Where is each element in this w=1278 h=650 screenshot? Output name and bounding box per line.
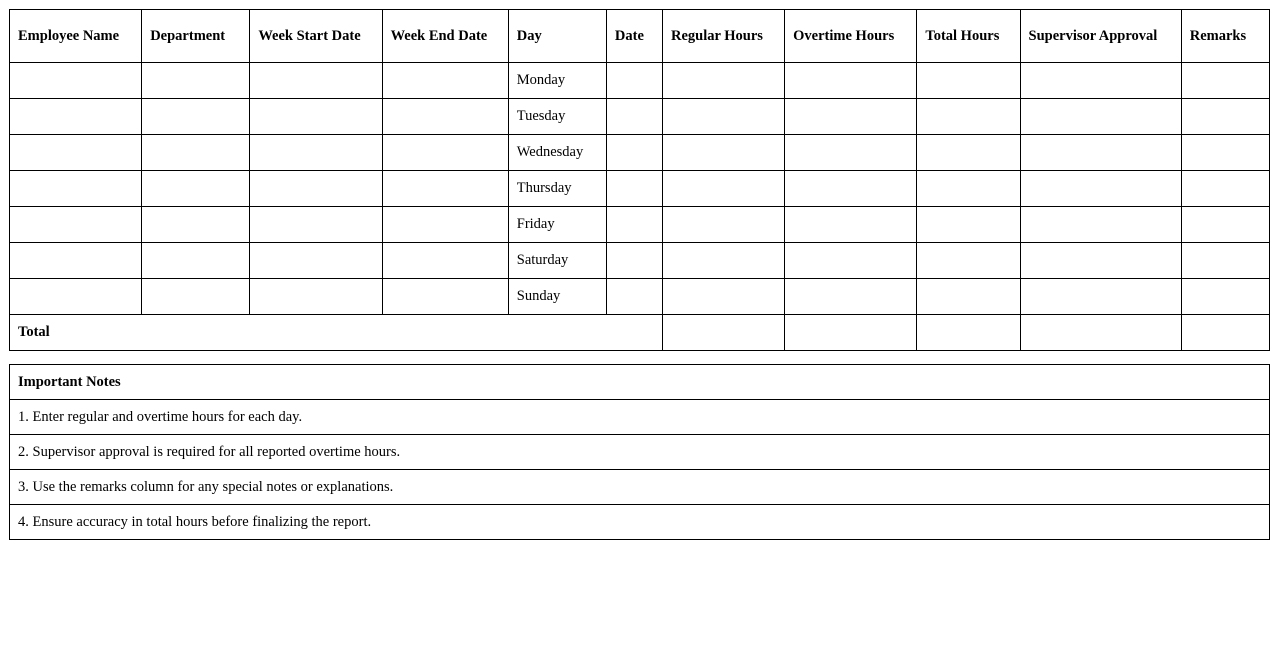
- total-supervisor-approval[interactable]: [1020, 315, 1181, 351]
- cell-week-end-date[interactable]: [382, 243, 508, 279]
- cell-total-hours[interactable]: [917, 279, 1020, 315]
- cell-total-hours[interactable]: [917, 135, 1020, 171]
- cell-department[interactable]: [142, 243, 250, 279]
- cell-remarks[interactable]: [1181, 135, 1269, 171]
- timesheet-table: [9, 9, 1270, 351]
- list-item: [10, 400, 1270, 435]
- cell-regular-hours[interactable]: [662, 207, 784, 243]
- cell-day: Tuesday: [508, 99, 606, 135]
- note-item-1: 1. Enter regular and overtime hours for each day.: [10, 400, 1270, 435]
- cell-week-end-date[interactable]: [382, 63, 508, 99]
- cell-total-hours[interactable]: [917, 207, 1020, 243]
- cell-department[interactable]: [142, 279, 250, 315]
- cell-week-end-date[interactable]: [382, 135, 508, 171]
- cell-remarks[interactable]: [1181, 63, 1269, 99]
- cell-week-end-date[interactable]: [382, 207, 508, 243]
- cell-total-hours[interactable]: [917, 99, 1020, 135]
- cell-week-start-date[interactable]: [250, 63, 382, 99]
- note-item-4: 4. Ensure accuracy in total hours before finalizing the report.: [10, 505, 1270, 540]
- cell-remarks[interactable]: [1181, 99, 1269, 135]
- table-row: [10, 135, 1270, 171]
- cell-department[interactable]: [142, 171, 250, 207]
- list-item: [10, 505, 1270, 540]
- timesheet-header-row: [10, 10, 1270, 63]
- cell-department[interactable]: [142, 99, 250, 135]
- column-header-date: Date: [606, 10, 662, 63]
- cell-supervisor-approval[interactable]: [1020, 135, 1181, 171]
- cell-overtime-hours[interactable]: [785, 207, 917, 243]
- cell-day: Saturday: [508, 243, 606, 279]
- table-row: [10, 63, 1270, 99]
- note-item-3: 3. Use the remarks column for any special notes or explanations.: [10, 470, 1270, 505]
- cell-regular-hours[interactable]: [662, 243, 784, 279]
- cell-department[interactable]: [142, 63, 250, 99]
- column-header-regular-hours: Regular Hours: [662, 10, 784, 63]
- cell-date[interactable]: [606, 171, 662, 207]
- total-label: Total: [10, 315, 663, 351]
- column-header-employee-name: Employee Name: [10, 10, 142, 63]
- cell-department[interactable]: [142, 207, 250, 243]
- table-row: [10, 243, 1270, 279]
- column-header-supervisor-approval: Supervisor Approval: [1020, 10, 1181, 63]
- cell-week-start-date[interactable]: [250, 243, 382, 279]
- cell-regular-hours[interactable]: [662, 63, 784, 99]
- cell-total-hours[interactable]: [917, 63, 1020, 99]
- total-remarks[interactable]: [1181, 315, 1269, 351]
- total-overtime-hours[interactable]: [785, 315, 917, 351]
- cell-supervisor-approval[interactable]: [1020, 279, 1181, 315]
- cell-date[interactable]: [606, 135, 662, 171]
- cell-week-start-date[interactable]: [250, 135, 382, 171]
- cell-regular-hours[interactable]: [662, 171, 784, 207]
- cell-date[interactable]: [606, 243, 662, 279]
- cell-employee-name[interactable]: [10, 171, 142, 207]
- column-header-day: Day: [508, 10, 606, 63]
- cell-remarks[interactable]: [1181, 279, 1269, 315]
- important-notes-table: [9, 364, 1270, 540]
- cell-date[interactable]: [606, 207, 662, 243]
- cell-overtime-hours[interactable]: [785, 63, 917, 99]
- cell-overtime-hours[interactable]: [785, 171, 917, 207]
- cell-regular-hours[interactable]: [662, 135, 784, 171]
- cell-week-start-date[interactable]: [250, 279, 382, 315]
- cell-employee-name[interactable]: [10, 63, 142, 99]
- cell-employee-name[interactable]: [10, 99, 142, 135]
- table-row: [10, 99, 1270, 135]
- column-header-remarks: Remarks: [1181, 10, 1269, 63]
- cell-employee-name[interactable]: [10, 279, 142, 315]
- cell-supervisor-approval[interactable]: [1020, 171, 1181, 207]
- cell-week-start-date[interactable]: [250, 171, 382, 207]
- cell-regular-hours[interactable]: [662, 99, 784, 135]
- cell-remarks[interactable]: [1181, 171, 1269, 207]
- cell-supervisor-approval[interactable]: [1020, 63, 1181, 99]
- cell-overtime-hours[interactable]: [785, 135, 917, 171]
- column-header-total-hours: Total Hours: [917, 10, 1020, 63]
- cell-supervisor-approval[interactable]: [1020, 243, 1181, 279]
- table-row: [10, 171, 1270, 207]
- cell-supervisor-approval[interactable]: [1020, 207, 1181, 243]
- cell-total-hours[interactable]: [917, 243, 1020, 279]
- table-row: [10, 279, 1270, 315]
- column-header-overtime-hours: Overtime Hours: [785, 10, 917, 63]
- column-header-week-start-date: Week Start Date: [250, 10, 382, 63]
- note-item-2: 2. Supervisor approval is required for all reported overtime hours.: [10, 435, 1270, 470]
- cell-employee-name[interactable]: [10, 207, 142, 243]
- cell-day: Sunday: [508, 279, 606, 315]
- cell-employee-name[interactable]: [10, 243, 142, 279]
- list-item: [10, 435, 1270, 470]
- total-total-hours[interactable]: [917, 315, 1020, 351]
- cell-day: Wednesday: [508, 135, 606, 171]
- notes-heading: Important Notes: [10, 365, 1270, 400]
- cell-remarks[interactable]: [1181, 207, 1269, 243]
- cell-day: Friday: [508, 207, 606, 243]
- cell-week-end-date[interactable]: [382, 99, 508, 135]
- cell-remarks[interactable]: [1181, 243, 1269, 279]
- cell-department[interactable]: [142, 135, 250, 171]
- cell-employee-name[interactable]: [10, 135, 142, 171]
- column-header-department: Department: [142, 10, 250, 63]
- table-row: [10, 207, 1270, 243]
- cell-week-end-date[interactable]: [382, 279, 508, 315]
- total-regular-hours[interactable]: [662, 315, 784, 351]
- cell-day: Monday: [508, 63, 606, 99]
- notes-heading-row: [10, 365, 1270, 400]
- cell-supervisor-approval[interactable]: [1020, 99, 1181, 135]
- cell-total-hours[interactable]: [917, 171, 1020, 207]
- cell-overtime-hours[interactable]: [785, 99, 917, 135]
- list-item: [10, 470, 1270, 505]
- cell-overtime-hours[interactable]: [785, 279, 917, 315]
- cell-date[interactable]: [606, 279, 662, 315]
- cell-week-start-date[interactable]: [250, 207, 382, 243]
- cell-week-end-date[interactable]: [382, 171, 508, 207]
- timesheet-total-row: [10, 315, 1270, 351]
- cell-week-start-date[interactable]: [250, 99, 382, 135]
- cell-regular-hours[interactable]: [662, 279, 784, 315]
- column-header-week-end-date: Week End Date: [382, 10, 508, 63]
- cell-overtime-hours[interactable]: [785, 243, 917, 279]
- cell-date[interactable]: [606, 63, 662, 99]
- cell-date[interactable]: [606, 99, 662, 135]
- cell-day: Thursday: [508, 171, 606, 207]
